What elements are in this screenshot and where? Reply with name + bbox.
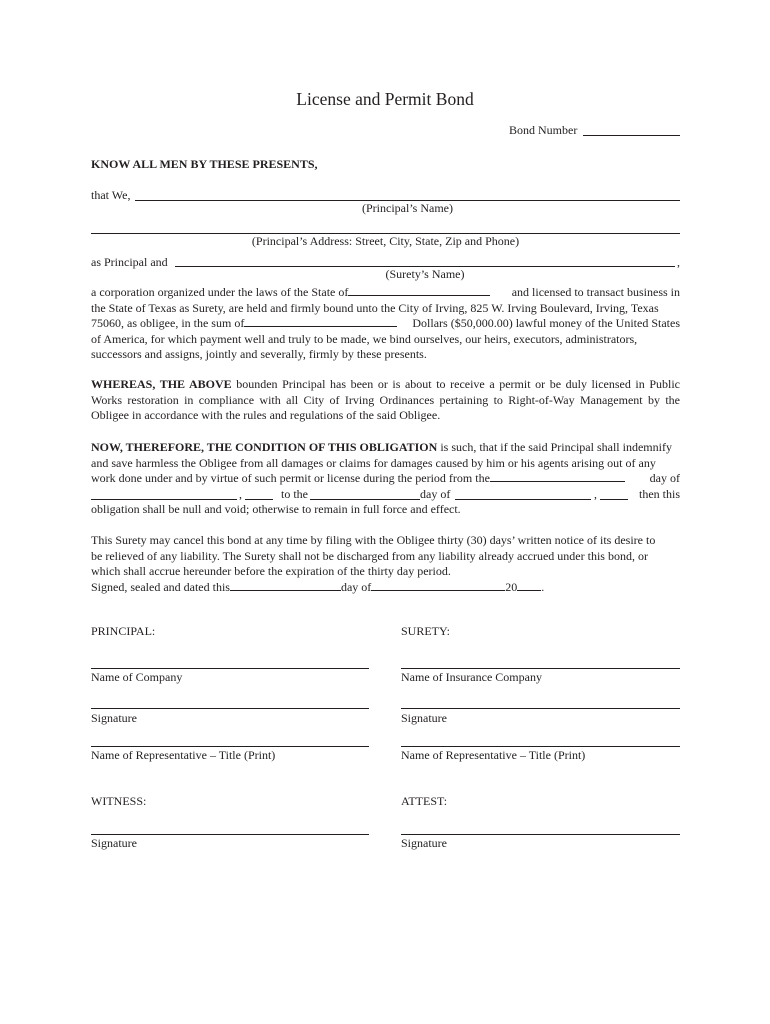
sum-field[interactable] — [244, 316, 397, 327]
signed-day-of: day of — [340, 579, 372, 594]
witness-signature-label: Signature — [91, 836, 137, 850]
corp-line-5-text: successors and assigns, jointly and severally, firmly by these presents. — [91, 347, 427, 362]
signed-year-prefix: 20 — [505, 579, 518, 594]
principal-name-caption: (Principal’s Name) — [362, 201, 453, 215]
principal-company-field[interactable] — [91, 668, 369, 669]
now-therefore-line-1-rest: is such, that if the said Principal shall indemnify — [437, 440, 672, 454]
principal-heading: PRINCIPAL: — [91, 624, 156, 638]
whereas-lead: WHEREAS, THE ABOVE — [91, 377, 232, 391]
that-we-label: that We, — [91, 188, 131, 202]
corp-line-1 — [91, 285, 680, 301]
signed-year-field[interactable] — [517, 580, 541, 591]
now-therefore-line-2 — [91, 456, 680, 472]
witness-signature-field[interactable] — [91, 834, 369, 835]
principal-representative-field[interactable] — [91, 746, 369, 747]
comma-2: , — [594, 486, 597, 501]
now-therefore-line-1 — [91, 440, 680, 456]
document-title: License and Permit Bond — [296, 89, 474, 109]
surety-heading: SURETY: — [401, 624, 450, 638]
cancel-line-1 — [91, 533, 680, 549]
surety-company-label: Name of Insurance Company — [401, 670, 542, 684]
corp-line-1-text-a: a corporation organized under the laws of the State of — [91, 285, 349, 299]
principal-signature-field[interactable] — [91, 708, 369, 709]
corp-line-2-text: the State of Texas as Surety, are held and firmly bound unto the City of Irving, 825 W. Irving Boulevard, Irving, Texas — [91, 300, 659, 315]
period-to-year-field[interactable] — [600, 489, 628, 500]
corp-line-1-text-b: and licensed to transact business in — [511, 285, 680, 299]
day-of-label: day of — [420, 486, 451, 501]
period-from-year-field[interactable] — [245, 489, 273, 500]
whereas-text: bounden Principal has been or is about to receive a permit or be duly licensed in Public Works restoration in compliance with all City of Irving Ordinances pertaining to Right-of-Way Management by the Obligee in accordance with the rules and regulations of the said Obligee. — [91, 377, 680, 423]
then-this-label: then this — [639, 486, 680, 501]
corp-line-4 — [91, 332, 680, 348]
corp-line-3-text-a: 75060, as obligee, in the sum of — [91, 316, 245, 331]
as-principal-label: as Principal and — [91, 255, 168, 269]
corp-line-2 — [91, 301, 680, 317]
principal-representative-label: Name of Representative – Title (Print) — [91, 748, 276, 762]
now-therefore-line-3-text-b: day of — [649, 471, 680, 486]
corp-line-3-text-b: Dollars ($50,000.00) lawful money of the United States — [412, 316, 680, 331]
corp-line-3 — [91, 316, 680, 332]
signed-line — [91, 580, 544, 596]
now-therefore-line-3-text-a: work done under and by virtue of such permit or license during the period from the — [91, 471, 490, 486]
now-therefore-lead: NOW, THEREFORE, THE CONDITION OF THIS OBLIGATION — [91, 440, 438, 454]
witness-heading: WITNESS: — [91, 794, 147, 808]
surety-representative-label: Name of Representative – Title (Print) — [401, 748, 586, 762]
signed-lead: Signed, sealed and dated this — [91, 579, 230, 594]
period-from-day-field[interactable] — [490, 471, 625, 482]
surety-signature-field[interactable] — [401, 708, 680, 709]
signed-month-field[interactable] — [371, 580, 505, 591]
surety-state-field[interactable] — [348, 285, 490, 296]
to-the-label: to the — [281, 486, 308, 501]
period-from-month-field[interactable] — [91, 489, 237, 500]
now-therefore-line-3 — [91, 471, 680, 487]
know-all-men-heading: KNOW ALL MEN BY THESE PRESENTS, — [91, 157, 318, 171]
principal-company-label: Name of Company — [91, 670, 183, 684]
comma-1: , — [239, 486, 242, 501]
attest-signature-label: Signature — [401, 836, 447, 850]
attest-signature-field[interactable] — [401, 834, 680, 835]
principal-address-caption: (Principal’s Address: Street, City, State, Zip and Phone) — [251, 234, 520, 248]
surety-signature-label: Signature — [401, 711, 447, 725]
corp-line-4-text: of America, for which payment well and truly to be made, we bind ourselves, our heirs, executors, administrators, — [91, 331, 638, 346]
cancel-line-2 — [91, 549, 680, 565]
period-to-month-field[interactable] — [455, 489, 591, 500]
signed-day-field[interactable] — [230, 580, 341, 591]
comma: , — [677, 255, 680, 269]
surety-representative-field[interactable] — [401, 746, 680, 747]
surety-company-field[interactable] — [401, 668, 680, 669]
period-to-day-field[interactable] — [310, 489, 420, 500]
signed-end: . — [541, 579, 545, 594]
cancel-line-3-text: which shall accrue hereunder before the expiration of the thirty day period. — [91, 564, 451, 579]
attest-heading: ATTEST: — [401, 794, 448, 808]
whereas-paragraph — [91, 377, 680, 424]
corp-line-5 — [91, 347, 680, 363]
bond-number-field[interactable] — [583, 135, 680, 136]
now-therefore-line-2-text: and save harmless the Obligee from all damages or claims for damages caused by him or his agents arising out of any — [91, 455, 656, 470]
cancel-line-1-text: This Surety may cancel this bond at any time by filing with the Obligee thirty (30) days’ written notice of its desire to — [91, 533, 656, 547]
principal-signature-label: Signature — [91, 711, 137, 725]
now-therefore-line-4 — [91, 487, 680, 503]
now-therefore-line-5-text: obligation shall be null and void; otherwise to remain in full force and effect. — [91, 502, 461, 517]
cancel-line-3 — [91, 564, 680, 580]
surety-name-caption: (Surety’s Name) — [385, 267, 465, 281]
cancel-line-2-text: be relieved of any liability. The Surety shall not be discharged from any liability already accrued under this bond, or — [91, 548, 648, 563]
bond-number-label: Bond Number — [509, 123, 578, 137]
now-therefore-line-5 — [91, 502, 680, 518]
